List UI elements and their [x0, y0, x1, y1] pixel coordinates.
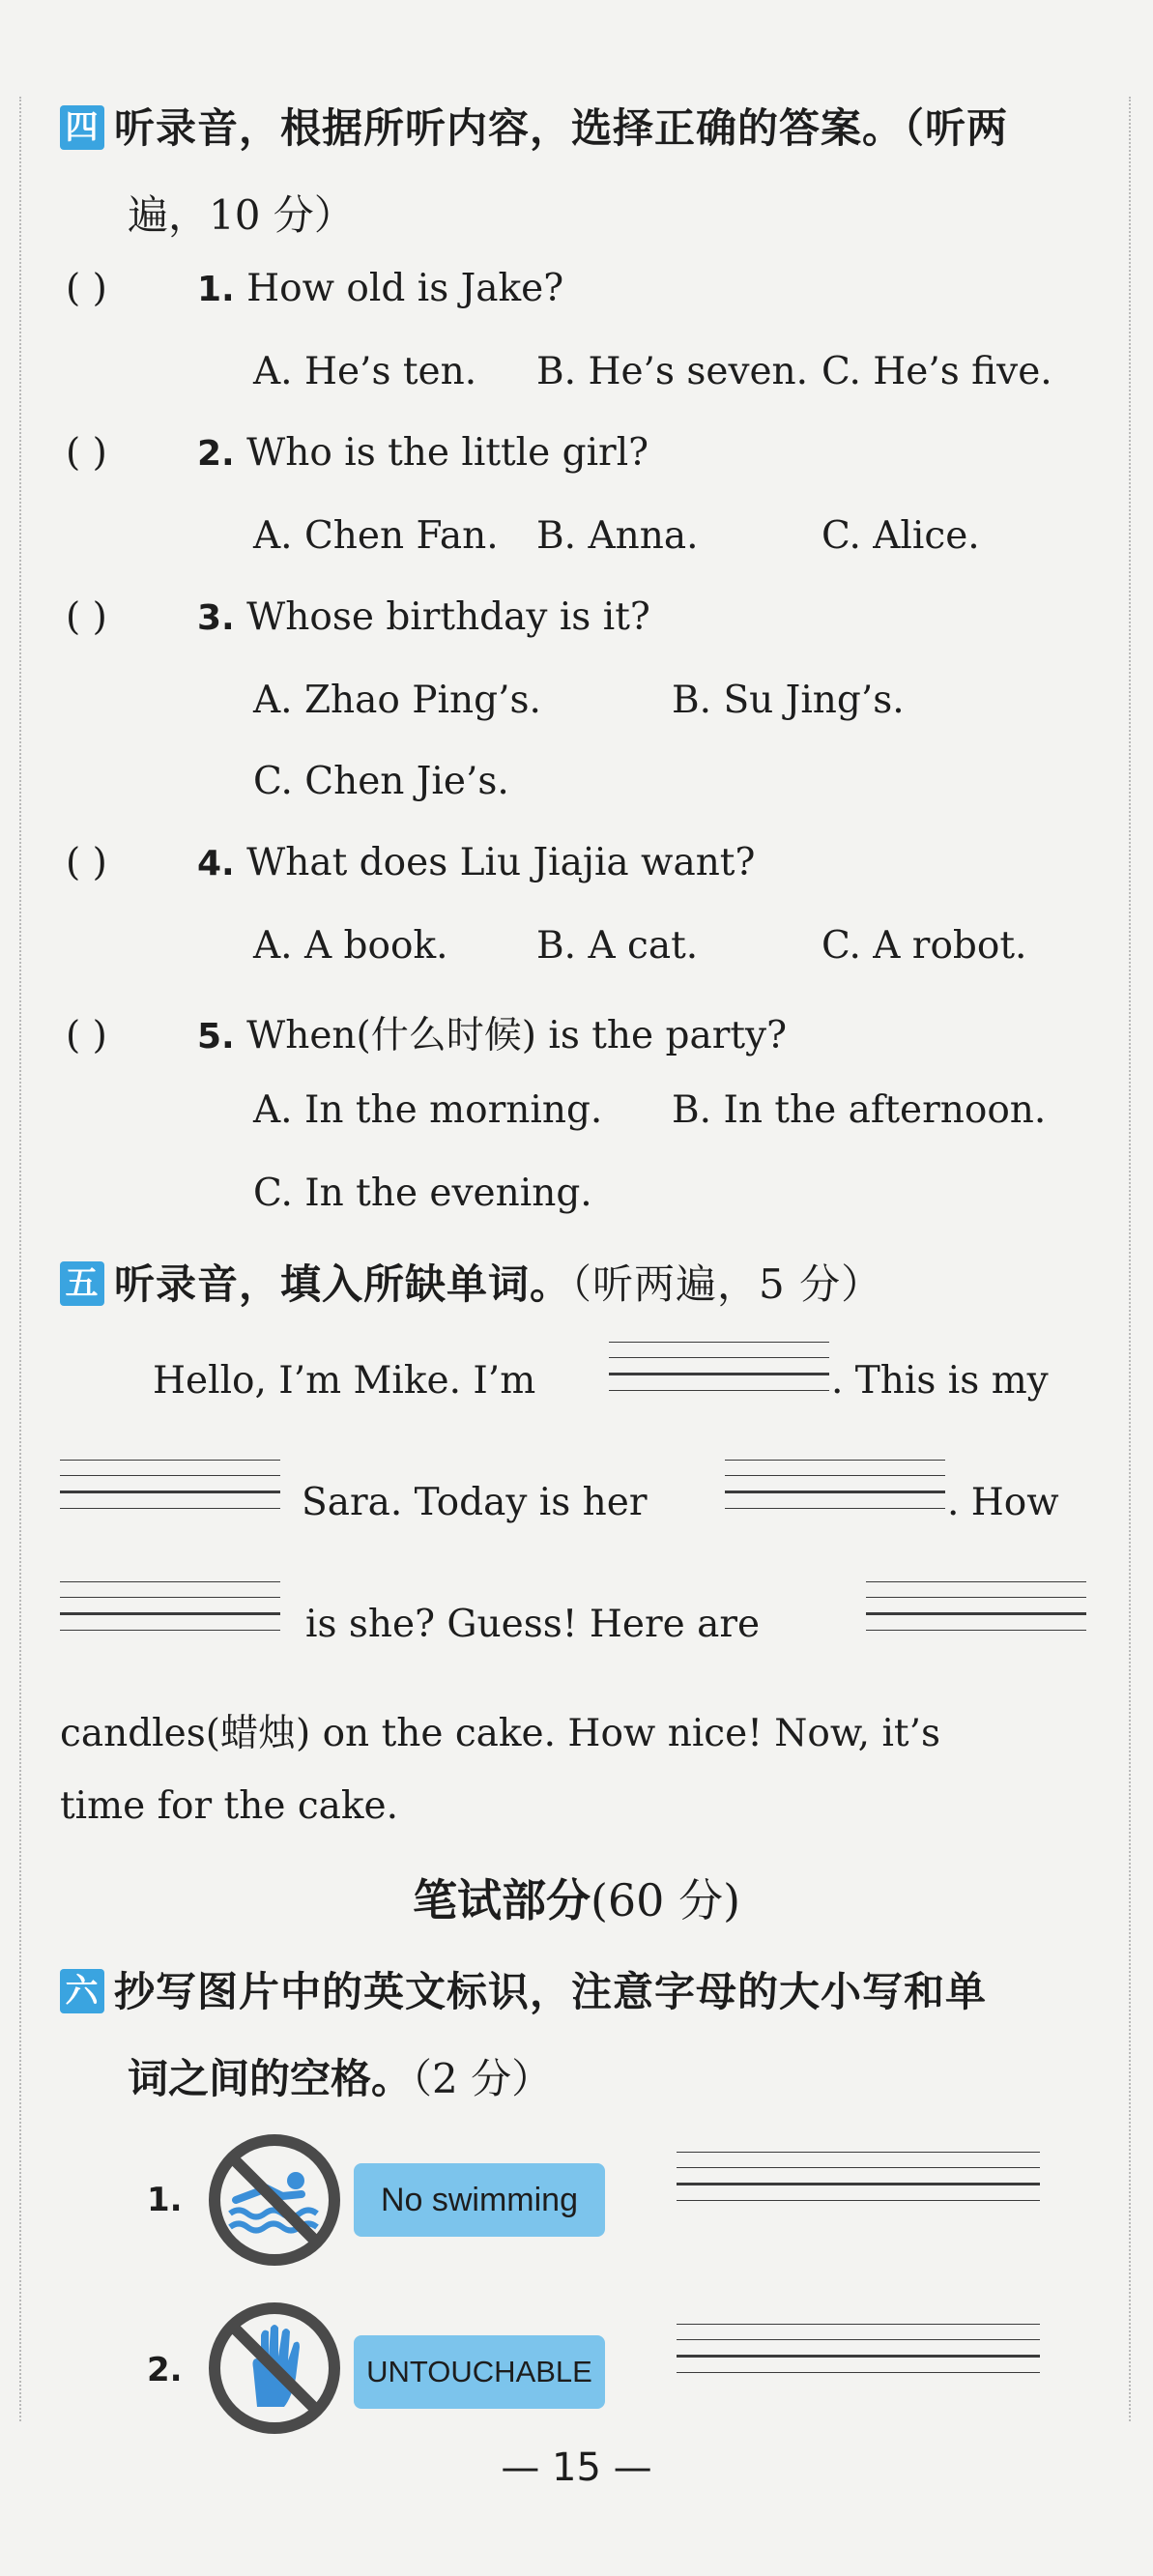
- section-6-title: 抄写图片中的英文标识，注意字母的大小写和单: [114, 1968, 988, 2015]
- copy-lines-2[interactable]: [677, 2324, 1040, 2388]
- passage-line-1a: Hello, I’m Mike. I’m: [153, 1359, 536, 1403]
- left-margin-line: [19, 97, 21, 2421]
- section-4-badge: 四: [60, 105, 104, 150]
- question-text: Whose birthday is it?: [246, 595, 650, 639]
- section-6-badge: 六: [60, 1969, 104, 2013]
- option-4a: A. A book.: [253, 924, 448, 968]
- question-text: Who is the little girl?: [246, 431, 649, 475]
- question-text: When(什么时候) is the party?: [246, 1014, 787, 1057]
- question-text: How old is Jake?: [246, 267, 564, 310]
- option-5b: B. In the afternoon.: [672, 1088, 1047, 1132]
- answer-bracket[interactable]: ( ): [66, 595, 107, 639]
- section-6-heading: [60, 1960, 987, 2018]
- question-5: [66, 1005, 787, 1059]
- section-6-title-cont: 词之间的空格。（2 分）: [128, 2055, 553, 2102]
- option-5a: A. In the morning.: [253, 1088, 603, 1132]
- option-1a: A. He’s ten.: [253, 350, 477, 393]
- blank-1[interactable]: [609, 1342, 829, 1405]
- option-3c: C. Chen Jie’s.: [253, 760, 509, 803]
- section-4-heading: [60, 97, 1008, 155]
- option-3a: A. Zhao Ping’s.: [253, 679, 541, 722]
- right-margin-line: [1129, 97, 1131, 2421]
- option-3b: B. Su Jing’s.: [672, 679, 905, 722]
- no-touching-icon: [207, 2301, 342, 2436]
- option-4b: B. A cat.: [536, 924, 699, 968]
- option-2b: B. Anna.: [536, 514, 699, 558]
- question-number: 3.: [197, 598, 235, 638]
- answer-bracket[interactable]: ( ): [66, 267, 107, 310]
- answer-bracket[interactable]: ( ): [66, 841, 107, 884]
- question-2: [66, 431, 649, 475]
- option-2c: C. Alice.: [822, 514, 980, 558]
- section-5-heading: [60, 1253, 882, 1311]
- page-number: — 15 —: [501, 2446, 652, 2490]
- question-number: 2.: [197, 434, 235, 474]
- section-4-title: 听录音，根据所听内容，选择正确的答案。（听两: [114, 104, 1009, 152]
- passage-line-1b: . This is my: [831, 1359, 1049, 1403]
- option-5c: C. In the evening.: [253, 1172, 592, 1215]
- passage-line-2a: Sara. Today is her: [302, 1481, 648, 1524]
- option-1c: C. He’s five.: [822, 350, 1052, 393]
- blank-5[interactable]: [866, 1581, 1086, 1645]
- sign-2-number: 2.: [147, 2351, 183, 2389]
- section-5-note: （听两遍，5 分）: [571, 1260, 883, 1308]
- sign-1-label: No swimming: [354, 2163, 605, 2237]
- answer-bracket[interactable]: ( ): [66, 431, 107, 475]
- question-number: 5.: [197, 1017, 235, 1056]
- section-5-badge: 五: [60, 1261, 104, 1306]
- copy-lines-1[interactable]: [677, 2152, 1040, 2215]
- question-number: 4.: [197, 844, 235, 883]
- passage-line-2b: . How: [947, 1481, 1059, 1524]
- option-2a: A. Chen Fan.: [253, 514, 499, 558]
- blank-3[interactable]: [725, 1460, 945, 1523]
- sign-1-number: 1.: [147, 2181, 183, 2219]
- question-text: What does Liu Jiajia want?: [246, 841, 756, 884]
- passage-line-3a: is she? Guess! Here are: [305, 1603, 761, 1646]
- question-4: [66, 841, 755, 884]
- section-5-title: 听录音，填入所缺单词。: [114, 1260, 572, 1308]
- question-3: [66, 595, 650, 639]
- no-swimming-icon: [207, 2132, 342, 2268]
- answer-bracket[interactable]: ( ): [66, 1014, 107, 1057]
- blank-2[interactable]: [60, 1460, 280, 1523]
- blank-4[interactable]: [60, 1581, 280, 1645]
- question-number: 1.: [197, 270, 235, 309]
- passage-line-4: candles(蜡烛) on the cake. How nice! Now, it’s: [60, 1712, 940, 1755]
- question-1: [66, 267, 563, 310]
- written-section-title: 笔试部分(60 分): [412, 1874, 741, 1926]
- option-1b: B. He’s seven.: [536, 350, 809, 393]
- sign-2-label: UNTOUCHABLE: [354, 2335, 605, 2409]
- section-4-title-cont: 遍，10 分）: [128, 191, 355, 239]
- option-4c: C. A robot.: [822, 924, 1027, 968]
- passage-line-5: time for the cake.: [60, 1784, 399, 1828]
